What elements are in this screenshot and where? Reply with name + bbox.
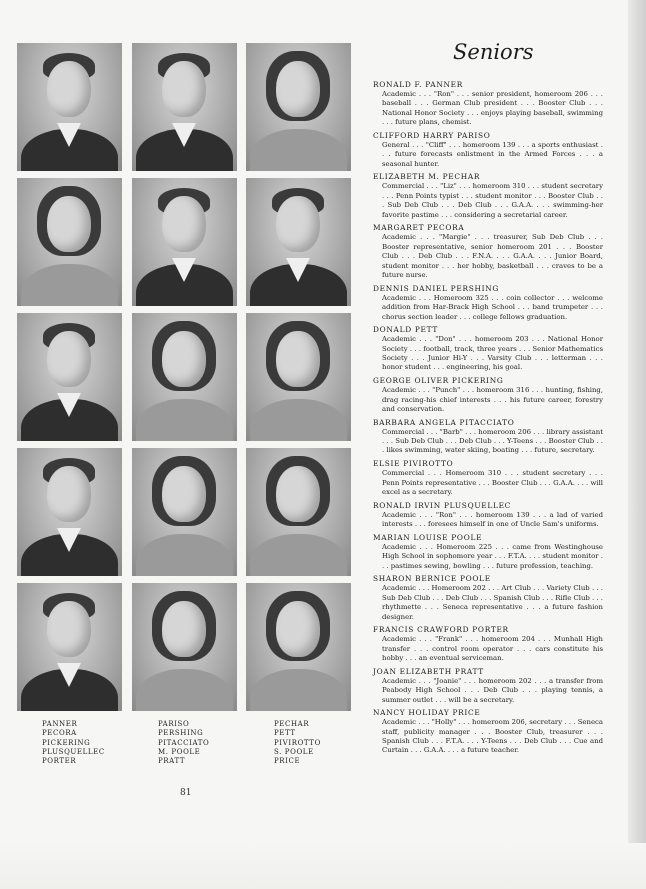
bio-text: Academic . . . "Frank" . . . homeroom 204 . . . Munhall High transfer . . . control room operator . . . cars constitute his hobby . . . an eventual serviceman. [382, 635, 603, 663]
bio-entry [373, 172, 603, 220]
bio-text: Academic . . . "Don" . . . homeroom 203 . . . National Honor Society . . . football, track, three years . . . Senior Mathematics Society . . . Junior Hi-Y . . . Varsity Club . . . letterman . . . honor student . . . engineering, his goal. [382, 335, 603, 372]
bio-text: Academic . . . Homeroom 325 . . . coin collector . . . welcome addition from Har-Brack High School . . . band trumpeter . . . chorus section leader . . . college fellows graduation. [382, 293, 603, 321]
bio-name: MARIAN LOUISE POOLE [373, 532, 483, 542]
bio-name: CLIFFORD HARRY PARISO [373, 130, 491, 140]
name-label: PANNER [42, 720, 78, 728]
name-label: S. POOLE [274, 747, 314, 756]
portrait-pratt [132, 583, 237, 711]
name-label: PITACCIATO [158, 738, 210, 747]
portrait-porter [17, 583, 122, 711]
bio-text: Academic . . . Homeroom 225 . . . came from Westinghouse High School in sophomore year . . . F.T.A. . . . student monitor . . . pastimes sewing, bowling . . . future profession, teaching. [382, 542, 603, 570]
portrait-m-poole [132, 448, 237, 576]
bio-name: DENNIS DANIEL PERSHING [373, 283, 500, 293]
name-label: PRATT [158, 757, 186, 766]
bio-entry [373, 376, 603, 414]
bio-entry [373, 418, 603, 456]
bio-entry [373, 459, 603, 497]
bio-text: Academic . . . "Joanie" . . . homeroom 202 . . . a transfer from Peabody High School . . . Deb Club . . . playing tennis, a summer outlet . . . will be a secretary. [382, 676, 603, 704]
name-column-2 [158, 720, 209, 766]
portrait-panner [17, 43, 122, 171]
page-title: Seniors [453, 40, 534, 64]
portrait-s-poole [246, 448, 351, 576]
bio-entry [373, 131, 603, 169]
portrait-pariso [132, 43, 237, 171]
bio-name: FRANCIS CRAWFORD PORTER [373, 625, 509, 635]
portrait-pitacciato [132, 313, 237, 441]
portrait-pechar [246, 43, 351, 171]
portrait-pershing [132, 178, 237, 306]
bio-text: Commercial . . . Homeroom 310 . . . student secretary . . . Penn Points representative . . . Booster Club . . . G.A.A. . . . will excel as a secretary. [382, 469, 603, 496]
bio-name: ELIZABETH M. PECHAR [373, 172, 481, 182]
portrait-pivirotto [246, 313, 351, 441]
bio-entry [373, 501, 603, 530]
bio-name: GEORGE OLIVER PICKERING [373, 376, 504, 386]
senior-bios [373, 80, 603, 759]
bio-name: RONALD F. PANNER [373, 80, 464, 89]
bio-entry [373, 325, 603, 373]
portrait-plusquellec [17, 448, 122, 576]
bio-text: Commercial . . . "Liz" . . . homeroom 310 . . . student secretary . . . Penn Points typist . . . student monitor . . . Booster Club . . . Sub Deb Club . . . Deb Club . . . G.A.A. . . . swimming-her favorite pastime . . . considering a secretarial career. [382, 182, 603, 219]
bio-name: DONALD PETT [373, 325, 439, 335]
name-label: PECHAR [274, 720, 310, 728]
bio-text: Academic . . . "Ron" . . . homeroom 139 . . . a lad of varied interests . . . foresees himself in one of Uncle Sam's uniforms. [382, 510, 603, 529]
name-column-3 [274, 720, 321, 766]
portrait-grid [17, 43, 351, 713]
bio-name: ELSIE PIVIROTTO [373, 459, 454, 469]
page-bottom-margin [0, 843, 646, 889]
page-number: 81 [180, 788, 192, 798]
bio-name: SHARON BERNICE POOLE [373, 574, 491, 584]
name-label: PLUSQUELLEC [42, 747, 105, 756]
bio-text: General . . . "Cliff" . . . homeroom 139 . . . a sports enthusiast . . . future forecasts enlistment in the Armed Forces . . . a seasonal hunter. [382, 140, 603, 168]
bio-name: MARGARET PECORA [373, 223, 465, 233]
bio-name: JOAN ELIZABETH PRATT [373, 666, 484, 676]
bio-text: Academic . . . "Holly" . . . homeroom 206, secretary . . . Seneca staff, publicity manager . . . Booster Club, treasurer . . . Spanish Club . . . F.T.A. . . . Y-Teens . . . Deb Club . . . Cue and Curtain . . . G.A.A. . . . a future teacher. [382, 718, 603, 755]
bio-text: Academic . . . "Ron" . . . senior president, homeroom 206 . . . baseball . . . German Club president . . . Booster Club . . . National Honor Society . . . enjoys playing baseball, swimming . . . future plans, chemist. [382, 90, 603, 127]
bio-entry [373, 574, 603, 622]
bio-entry [373, 223, 603, 280]
bio-entry [373, 667, 603, 705]
name-label: PIVIROTTO [274, 738, 321, 747]
portrait-pickering [17, 313, 122, 441]
page-edge [628, 0, 646, 889]
name-label: PERSHING [158, 729, 204, 738]
name-label: M. POOLE [158, 747, 201, 756]
name-label: PECORA [42, 729, 77, 738]
bio-entry [373, 284, 603, 322]
name-label: PARISO [158, 720, 190, 728]
bio-entry [373, 80, 603, 128]
bio-name: RONALD IRVIN PLUSQUELLEC [373, 500, 512, 510]
name-label: PRICE [274, 757, 301, 766]
portrait-pett [246, 178, 351, 306]
bio-entry [373, 625, 603, 663]
portrait-pecora [17, 178, 122, 306]
name-column-1 [42, 720, 105, 766]
bio-name: BARBARA ANGELA PITACCIATO [373, 417, 515, 427]
name-label: PICKERING [42, 738, 91, 747]
bio-text: Commercial . . . "Barb" . . . homeroom 206 . . . library assistant . . . Sub Deb Club . . . Deb Club . . . Y-Teens . . . Booster Club . . . likes swimming, water skiing, boating . . . future, secretary. [382, 427, 603, 455]
bio-text: Academic . . . "Margie" . . . treasurer, Sub Deb Club . . . Booster representative, senior homeroom 201 . . . Booster Club . . . Deb Club . . . F.N.A. . . . G.A.A. . . . Junior Board, student monitor . . . her hobby, basketball . . . craves to be a future nurse. [382, 233, 603, 279]
bio-entry [373, 708, 603, 756]
bio-entry [373, 533, 603, 571]
portrait-price [246, 583, 351, 711]
bio-name: NANCY HOLIDAY PRICE [373, 708, 481, 718]
bio-text: Academic . . . Homeroom 202 . . . Art Club . . . Variety Club . . . Sub Deb Club . . . Deb Club . . . Spanish Club . . . Rifle Club . . . rhythmette . . . Seneca representative . . . a future fashion designer. [382, 584, 603, 621]
name-label: PETT [274, 729, 296, 738]
name-label: PORTER [42, 757, 77, 766]
bio-text: Academic . . . "Punch" . . . homeroom 316 . . . hunting, fishing, drag racing-his chief interests . . . his future career, forestry and conservation. [382, 386, 603, 413]
